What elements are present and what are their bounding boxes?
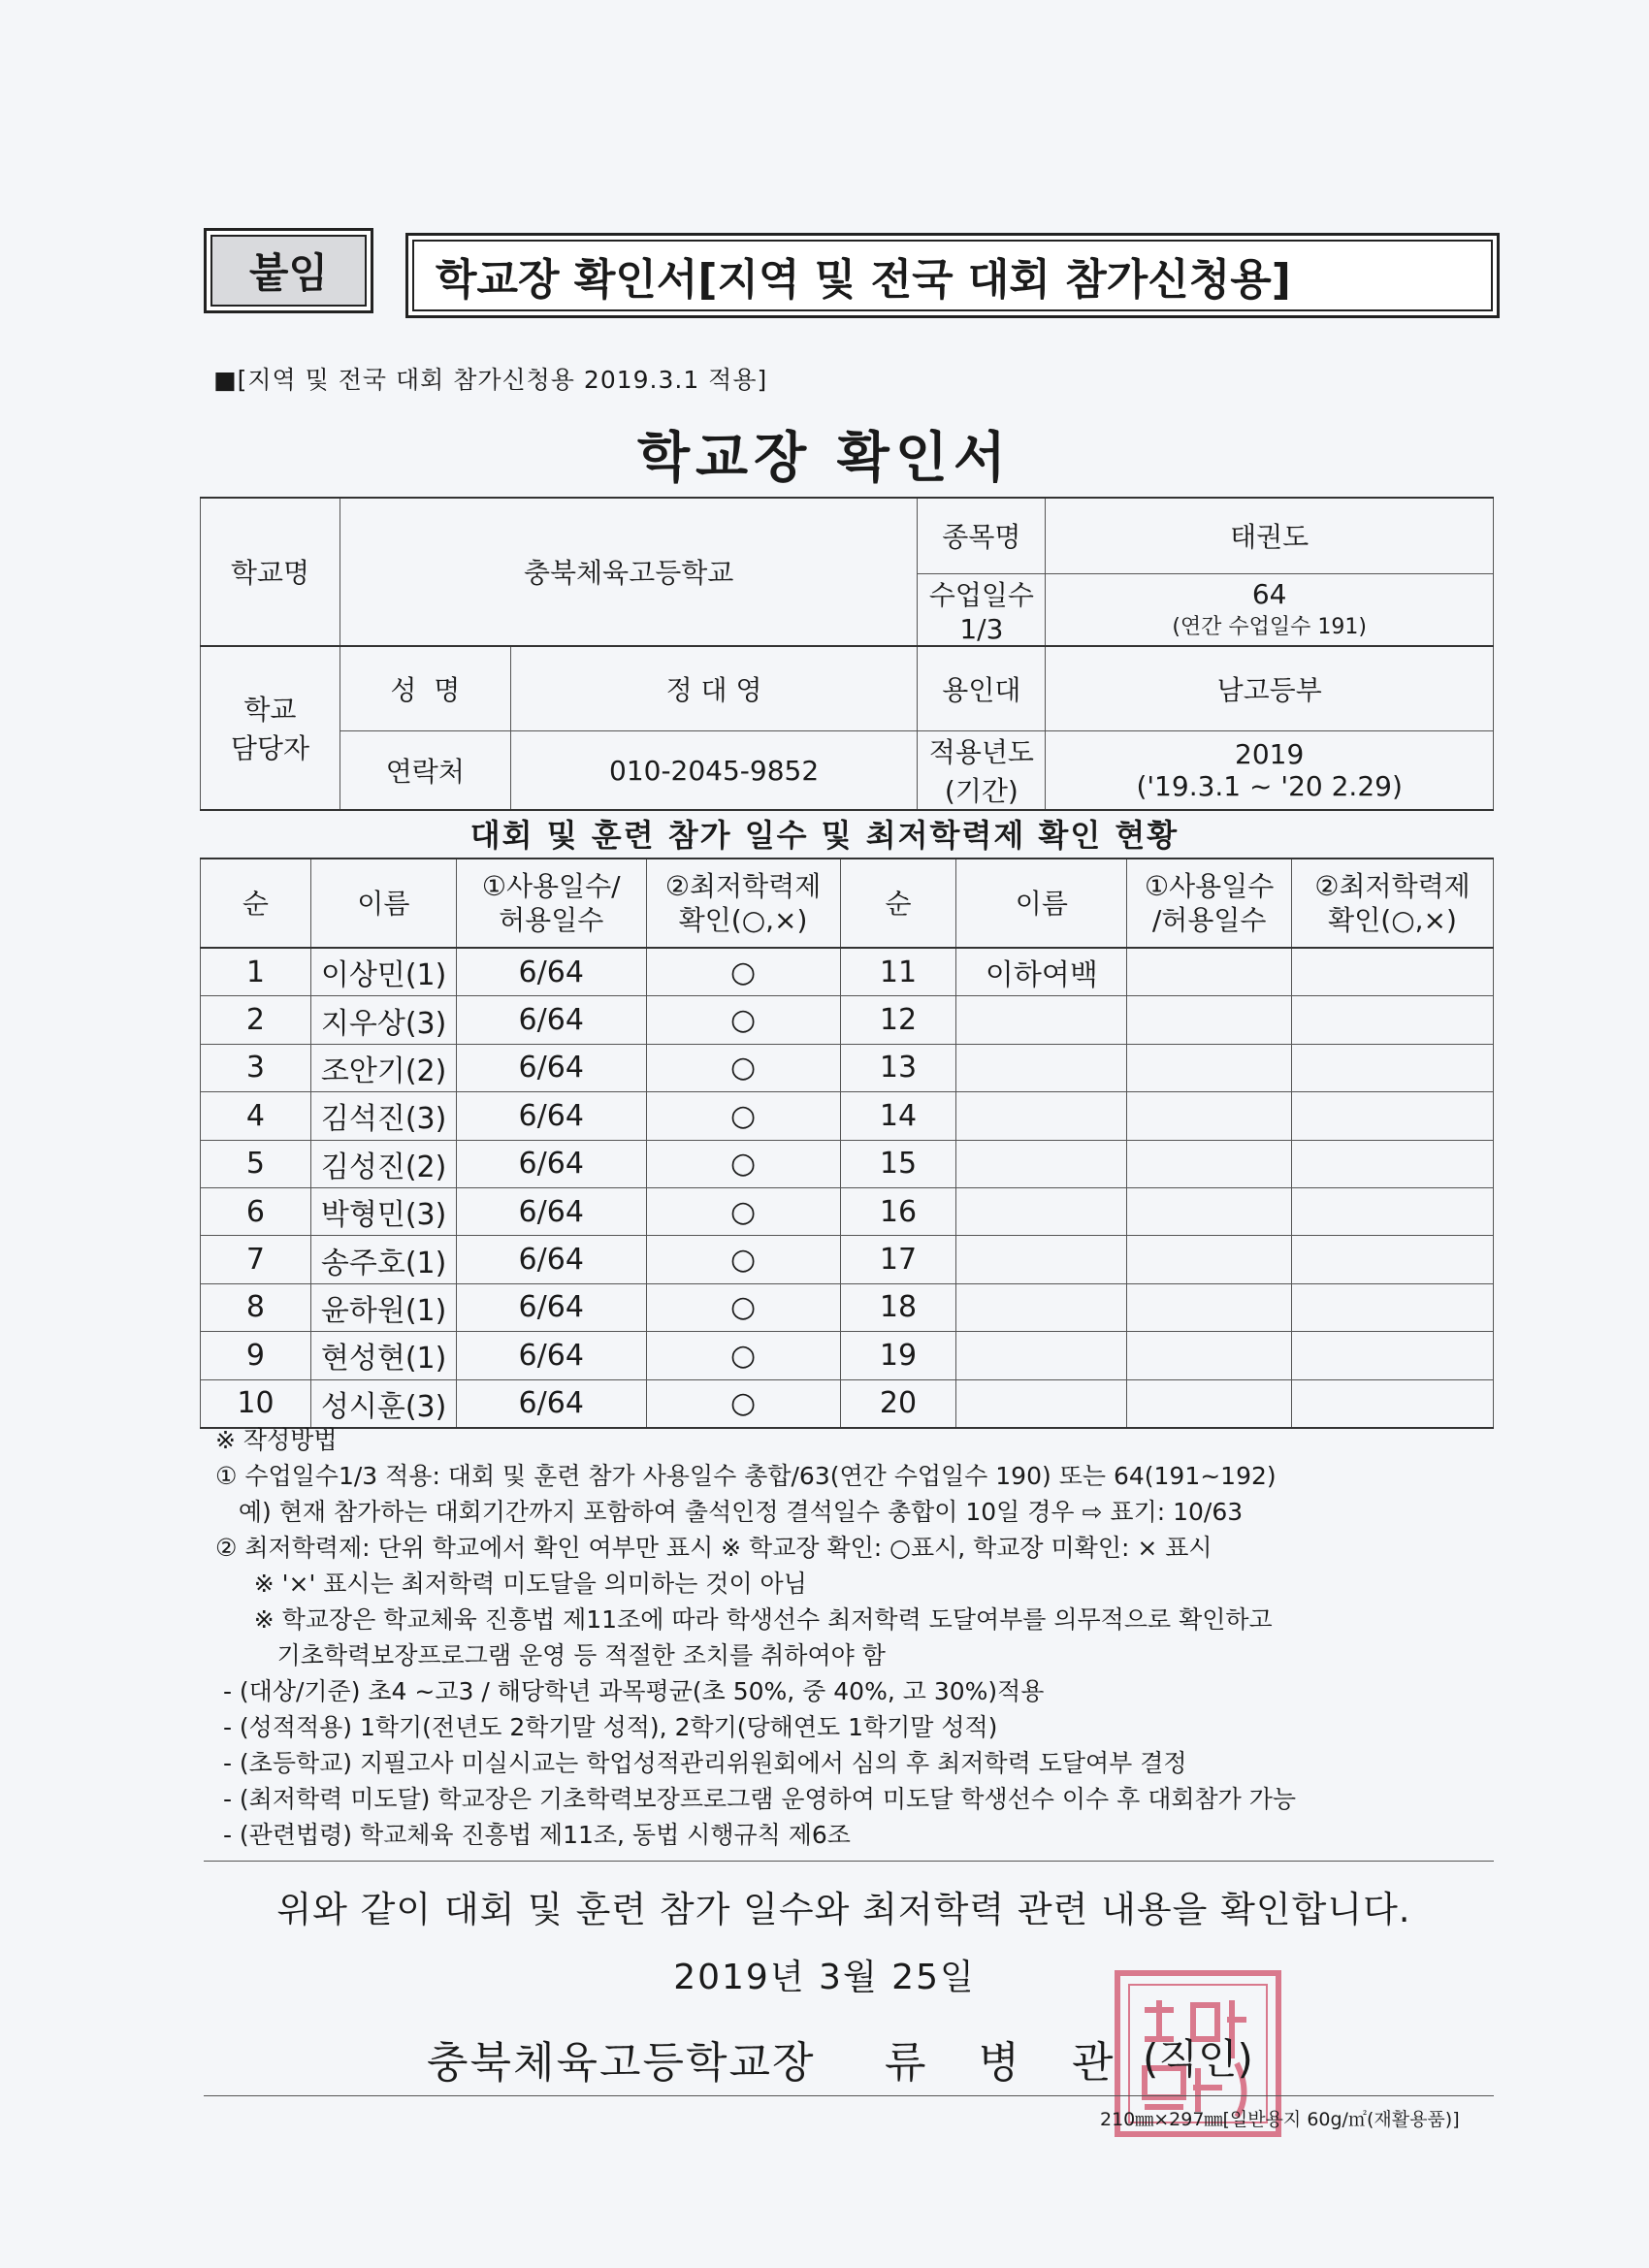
sport-value: 태권도	[1046, 498, 1494, 573]
page-title: 학교장 확인서	[636, 427, 1013, 490]
header-check-right-line1: ②최저학력제	[1314, 870, 1471, 902]
roster-row	[201, 1092, 1494, 1140]
footer-divider	[204, 2095, 1494, 2096]
row-name-right	[956, 1092, 1127, 1140]
row-days: 6/64	[456, 1092, 646, 1140]
roster-row	[201, 1187, 1494, 1235]
row-days-right	[1127, 1283, 1292, 1331]
instruction-line: ① 수업일수1/3 적용: 대회 및 훈련 참가 사용일수 총합/63(연간 수업일수 190) 또는 64(191~192)	[215, 1462, 1277, 1490]
roster-row	[201, 1283, 1494, 1331]
school-label: 학교명	[201, 498, 340, 646]
header-days-right-line1: ①사용일수	[1145, 870, 1275, 902]
header-check-line1: ②최저학력제	[664, 870, 822, 902]
header-days-right-line2: /허용일수	[1151, 904, 1267, 936]
contact-value: 010-2045-9852	[510, 731, 918, 811]
row-days: 6/64	[456, 948, 646, 996]
row-no-right: 15	[840, 1140, 956, 1187]
header-days	[456, 859, 646, 948]
year-value	[1046, 731, 1494, 811]
name-label: 성 명	[340, 646, 510, 731]
header-check-right	[1292, 859, 1494, 948]
row-no: 10	[201, 1379, 311, 1428]
row-no: 5	[201, 1140, 311, 1187]
row-no: 3	[201, 1044, 311, 1091]
row-check-right	[1292, 1092, 1494, 1140]
row-check-right	[1292, 996, 1494, 1044]
seal-label: (직인)	[1143, 2035, 1253, 2083]
instruction-line: ※ 학교장은 학교체육 진흥법 제11조에 따라 학생선수 최저학력 도달여부를 의무적으로 확인하고	[215, 1605, 1273, 1634]
row-days: 6/64	[456, 1044, 646, 1091]
manager-label-line1: 학교	[243, 694, 297, 727]
row-no-right: 16	[840, 1187, 956, 1235]
roster-row	[201, 996, 1494, 1044]
header-name: 이름	[310, 859, 456, 948]
row-check-right	[1292, 1379, 1494, 1428]
row-name-right	[956, 1044, 1127, 1091]
class-days-number: 64	[1251, 578, 1287, 610]
row-check: ○	[646, 1140, 840, 1187]
roster-row	[201, 1044, 1494, 1091]
roster-row	[201, 1379, 1494, 1428]
row-no: 1	[201, 948, 311, 996]
header-days-line2: 허용일수	[499, 904, 604, 936]
sport-label: 종목명	[918, 498, 1046, 573]
roster-body	[201, 948, 1494, 1428]
roster-row	[201, 1140, 1494, 1187]
row-name-right	[956, 1379, 1127, 1428]
row-no-right: 19	[840, 1332, 956, 1379]
year-number: 2019	[1235, 738, 1305, 770]
row-days-right	[1127, 1187, 1292, 1235]
year-label	[918, 731, 1046, 811]
row-check: ○	[646, 1332, 840, 1379]
manager-label	[201, 646, 340, 811]
confirmation-statement: 위와 같이 대회 및 훈련 참가 일수와 최저학력 관련 내용을 확인합니다.	[276, 1889, 1411, 1930]
row-no-right: 17	[840, 1236, 956, 1283]
instruction-line: 기초학력보장프로그램 운영 등 적절한 조치를 취하여야 함	[215, 1641, 886, 1669]
header-check-right-line2: 확인(○,×)	[1328, 904, 1457, 936]
row-no: 6	[201, 1187, 311, 1235]
row-name: 지우상(3)	[310, 996, 456, 1044]
instruction-line: - (관련법령) 학교체육 진흥법 제11조, 동법 시행규칙 제6조	[215, 1821, 851, 1849]
row-check: ○	[646, 1283, 840, 1331]
class-days-value	[1046, 573, 1494, 646]
writing-instructions	[215, 1422, 1496, 1853]
row-no-right: 14	[840, 1092, 956, 1140]
row-name-right	[956, 1187, 1127, 1235]
school-name: 충북체육고등학교	[340, 498, 918, 646]
document-header-title	[405, 233, 1500, 318]
header-days-right	[1127, 859, 1292, 948]
row-no: 9	[201, 1332, 311, 1379]
contact-label: 연락처	[340, 731, 510, 811]
header-no: 순	[201, 859, 311, 948]
row-days-right	[1127, 1092, 1292, 1140]
row-name: 송주호(1)	[310, 1236, 456, 1283]
header-title-text: 학교장 확인서[지역 및 전국 대회 참가신청용]	[436, 255, 1291, 305]
row-check: ○	[646, 1187, 840, 1235]
manager-label-line2: 담당자	[230, 732, 310, 765]
roster-header-row	[201, 859, 1494, 948]
row-check-right	[1292, 1187, 1494, 1235]
class-days-note: (연간 수업일수 191)	[1172, 615, 1367, 639]
instruction-line: - (대상/기준) 초4 ~고3 / 해당학년 과목평균(초 50%, 중 40%, 고 30%)적용	[215, 1677, 1045, 1705]
row-days-right	[1127, 1044, 1292, 1091]
row-name: 성시훈(3)	[310, 1379, 456, 1428]
row-days: 6/64	[456, 1236, 646, 1283]
row-no-right: 18	[840, 1283, 956, 1331]
row-days-right	[1127, 1332, 1292, 1379]
row-name-right	[956, 996, 1127, 1044]
row-name: 윤하원(1)	[310, 1283, 456, 1331]
row-no-right: 20	[840, 1379, 956, 1428]
class-days-label	[918, 573, 1046, 646]
roster-row	[201, 1332, 1494, 1379]
row-name: 이상민(1)	[310, 948, 456, 996]
row-no: 7	[201, 1236, 311, 1283]
row-days-right	[1127, 1140, 1292, 1187]
row-days-right	[1127, 1236, 1292, 1283]
class-days-label-line2: 1/3	[959, 612, 1004, 645]
row-no-right: 11	[840, 948, 956, 996]
row-days: 6/64	[456, 1283, 646, 1331]
header-check-line2: 확인(○,×)	[678, 904, 808, 936]
principal-name: 류 병 관	[885, 2038, 1133, 2088]
row-days: 6/64	[456, 1379, 646, 1428]
row-name: 박형민(3)	[310, 1187, 456, 1235]
row-check-right	[1292, 1140, 1494, 1187]
instruction-line: - (초등학교) 지필고사 미실시교는 학업성적관리위원회에서 심의 후 최저학력 도달여부 결정	[215, 1749, 1187, 1777]
instruction-line: - (성적적용) 1학기(전년도 2학기말 성적), 2학기(당해연도 1학기말 성적)	[215, 1713, 998, 1741]
row-name: 조안기(2)	[310, 1044, 456, 1091]
row-check-right	[1292, 1044, 1494, 1091]
row-name-right	[956, 1140, 1127, 1187]
section-title: 대회 및 훈련 참가 일수 및 최저학력제 확인 현황	[469, 817, 1180, 854]
instruction-line: ※ 작성방법	[215, 1426, 338, 1454]
row-name: 김석진(3)	[310, 1092, 456, 1140]
row-days: 6/64	[456, 996, 646, 1044]
row-days: 6/64	[456, 1187, 646, 1235]
year-label-line1: 적용년도	[928, 736, 1034, 768]
row-name-right: 이하여백	[956, 948, 1127, 996]
attachment-tag	[204, 228, 373, 313]
header-days-line1: ①사용일수/	[481, 870, 621, 902]
row-check-right	[1292, 1332, 1494, 1379]
roster-row	[201, 948, 1494, 996]
row-check: ○	[646, 1379, 840, 1428]
row-name: 김성진(2)	[310, 1140, 456, 1187]
row-no: 4	[201, 1092, 311, 1140]
row-check: ○	[646, 1044, 840, 1091]
class-days-label-line1: 수업일수	[928, 578, 1034, 611]
divider-line	[204, 1861, 1494, 1862]
division-value: 남고등부	[1046, 646, 1494, 731]
division-label: 용인대	[918, 646, 1046, 731]
row-check: ○	[646, 996, 840, 1044]
notice-line: ■[지역 및 전국 대회 참가신청용 2019.3.1 적용]	[213, 366, 768, 394]
attachment-tag-label: 붙임	[248, 249, 329, 297]
row-check-right	[1292, 1236, 1494, 1283]
row-check-right	[1292, 948, 1494, 996]
year-label-line2: (기간)	[944, 775, 1018, 807]
principal-title: 충북체육고등학교장	[427, 2038, 816, 2088]
row-no: 2	[201, 996, 311, 1044]
row-check: ○	[646, 948, 840, 996]
header-check	[646, 859, 840, 948]
header-name-right: 이름	[956, 859, 1127, 948]
row-days-right	[1127, 996, 1292, 1044]
row-check-right	[1292, 1283, 1494, 1331]
row-check: ○	[646, 1236, 840, 1283]
row-no-right: 13	[840, 1044, 956, 1091]
row-days: 6/64	[456, 1332, 646, 1379]
row-days-right	[1127, 1379, 1292, 1428]
row-days: 6/64	[456, 1140, 646, 1187]
row-days-right	[1127, 948, 1292, 996]
instruction-line: ② 최저학력제: 단위 학교에서 확인 여부만 표시 ※ 학교장 확인: ○표시, 학교장 미확인: × 표시	[215, 1534, 1212, 1562]
row-no-right: 12	[840, 996, 956, 1044]
row-name-right	[956, 1236, 1127, 1283]
instruction-line: - (최저학력 미도달) 학교장은 기초학력보장프로그램 운영하여 미도달 학생선수 이수 후 대회참가 가능	[215, 1785, 1297, 1813]
issue-date: 2019년 3월 25일	[673, 1958, 976, 1997]
row-name-right	[956, 1332, 1127, 1379]
school-info-table	[200, 497, 1494, 811]
manager-name: 정 대 영	[510, 646, 918, 731]
instruction-line: 예) 현재 참가하는 대회기간까지 포함하여 출석인정 결석일수 총합이 10일 경우 ⇨ 표기: 10/63	[215, 1498, 1244, 1526]
row-name: 현성현(1)	[310, 1332, 456, 1379]
paper-spec-footer: 210㎜×297㎜[일반용지 60g/㎡(재활용품)]	[1100, 2109, 1460, 2130]
row-no: 8	[201, 1283, 311, 1331]
header-no-right: 순	[840, 859, 956, 948]
row-name-right	[956, 1283, 1127, 1331]
roster-row	[201, 1236, 1494, 1283]
instruction-line: ※ '×' 표시는 최저학력 미도달을 의미하는 것이 아님	[215, 1570, 807, 1598]
roster-table	[200, 858, 1494, 1429]
year-period: ('19.3.1 ~ '20 2.29)	[1136, 770, 1403, 802]
row-check: ○	[646, 1092, 840, 1140]
